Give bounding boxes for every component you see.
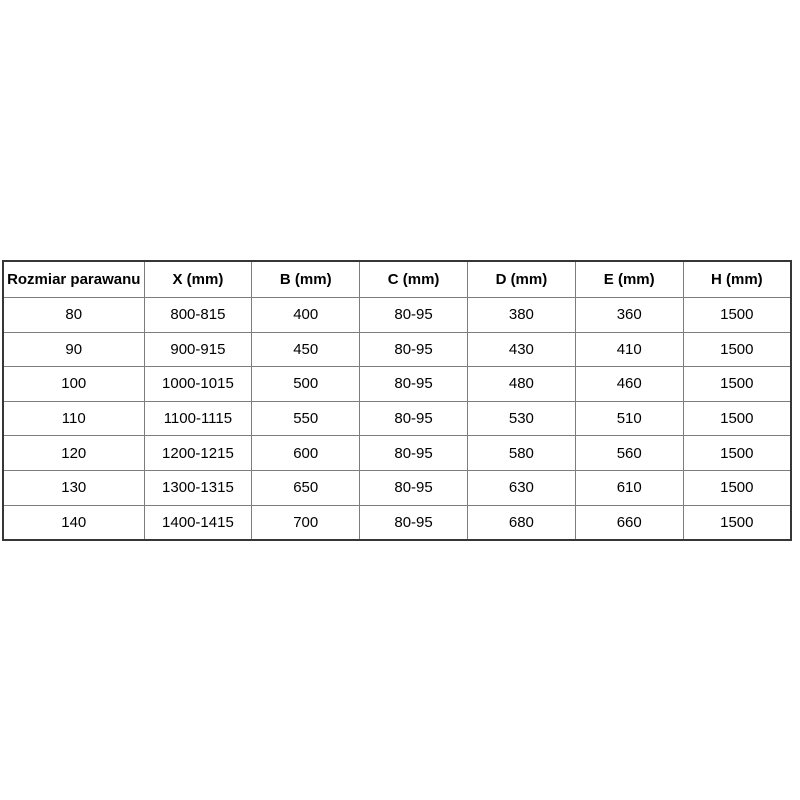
column-header-1: X (mm) — [144, 261, 252, 298]
table-cell-r3-c3: 80-95 — [360, 401, 468, 436]
table-cell-r1-c2: 450 — [252, 332, 360, 367]
table-cell-r5-c4: 630 — [467, 470, 575, 505]
table-cell-r3-c0: 110 — [3, 401, 144, 436]
table-cell-r2-c2: 500 — [252, 367, 360, 402]
table-cell-r4-c0: 120 — [3, 436, 144, 471]
table-cell-r5-c3: 80-95 — [360, 470, 468, 505]
table-cell-r2-c5: 460 — [575, 367, 683, 402]
table-row-6 — [3, 505, 791, 540]
table-cell-r0-c1: 800-815 — [144, 298, 252, 333]
table-cell-r0-c3: 80-95 — [360, 298, 468, 333]
table-cell-r4-c3: 80-95 — [360, 436, 468, 471]
table-cell-r1-c0: 90 — [3, 332, 144, 367]
table-cell-r4-c1: 1200-1215 — [144, 436, 252, 471]
table-row-3 — [3, 401, 791, 436]
table-cell-r5-c6: 1500 — [683, 470, 791, 505]
table-cell-r2-c6: 1500 — [683, 367, 791, 402]
table-row-2 — [3, 367, 791, 402]
table-cell-r0-c4: 380 — [467, 298, 575, 333]
table-cell-r6-c6: 1500 — [683, 505, 791, 540]
table-cell-r6-c1: 1400-1415 — [144, 505, 252, 540]
table-cell-r3-c6: 1500 — [683, 401, 791, 436]
table-cell-r1-c5: 410 — [575, 332, 683, 367]
column-header-0: Rozmiar parawanu — [3, 261, 144, 298]
table-cell-r5-c1: 1300-1315 — [144, 470, 252, 505]
table-row-1 — [3, 332, 791, 367]
table-cell-r3-c5: 510 — [575, 401, 683, 436]
table-row-0 — [3, 298, 791, 333]
table-cell-r5-c5: 610 — [575, 470, 683, 505]
table-cell-r4-c6: 1500 — [683, 436, 791, 471]
table-cell-r5-c2: 650 — [252, 470, 360, 505]
table-cell-r3-c4: 530 — [467, 401, 575, 436]
table-cell-r0-c6: 1500 — [683, 298, 791, 333]
table-cell-r1-c1: 900-915 — [144, 332, 252, 367]
table-cell-r4-c5: 560 — [575, 436, 683, 471]
table-cell-r6-c3: 80-95 — [360, 505, 468, 540]
table-cell-r3-c1: 1100-1115 — [144, 401, 252, 436]
dimensions-table — [2, 260, 792, 541]
column-header-5: E (mm) — [575, 261, 683, 298]
table-cell-r5-c0: 130 — [3, 470, 144, 505]
table-cell-r2-c1: 1000-1015 — [144, 367, 252, 402]
table-row-4 — [3, 436, 791, 471]
table-cell-r0-c0: 80 — [3, 298, 144, 333]
table-cell-r1-c3: 80-95 — [360, 332, 468, 367]
table-cell-r6-c0: 140 — [3, 505, 144, 540]
table-cell-r6-c2: 700 — [252, 505, 360, 540]
table-cell-r2-c0: 100 — [3, 367, 144, 402]
column-header-4: D (mm) — [467, 261, 575, 298]
table-cell-r3-c2: 550 — [252, 401, 360, 436]
table-cell-r6-c5: 660 — [575, 505, 683, 540]
table-row-5 — [3, 470, 791, 505]
table-cell-r6-c4: 680 — [467, 505, 575, 540]
table-cell-r0-c5: 360 — [575, 298, 683, 333]
table-cell-r2-c4: 480 — [467, 367, 575, 402]
table-cell-r1-c6: 1500 — [683, 332, 791, 367]
table-cell-r0-c2: 400 — [252, 298, 360, 333]
table-cell-r4-c2: 600 — [252, 436, 360, 471]
dimensions-table-container — [2, 260, 792, 541]
column-header-3: C (mm) — [360, 261, 468, 298]
table-cell-r4-c4: 580 — [467, 436, 575, 471]
column-header-2: B (mm) — [252, 261, 360, 298]
table-cell-r2-c3: 80-95 — [360, 367, 468, 402]
column-header-6: H (mm) — [683, 261, 791, 298]
table-header-row — [3, 261, 791, 298]
table-cell-r1-c4: 430 — [467, 332, 575, 367]
